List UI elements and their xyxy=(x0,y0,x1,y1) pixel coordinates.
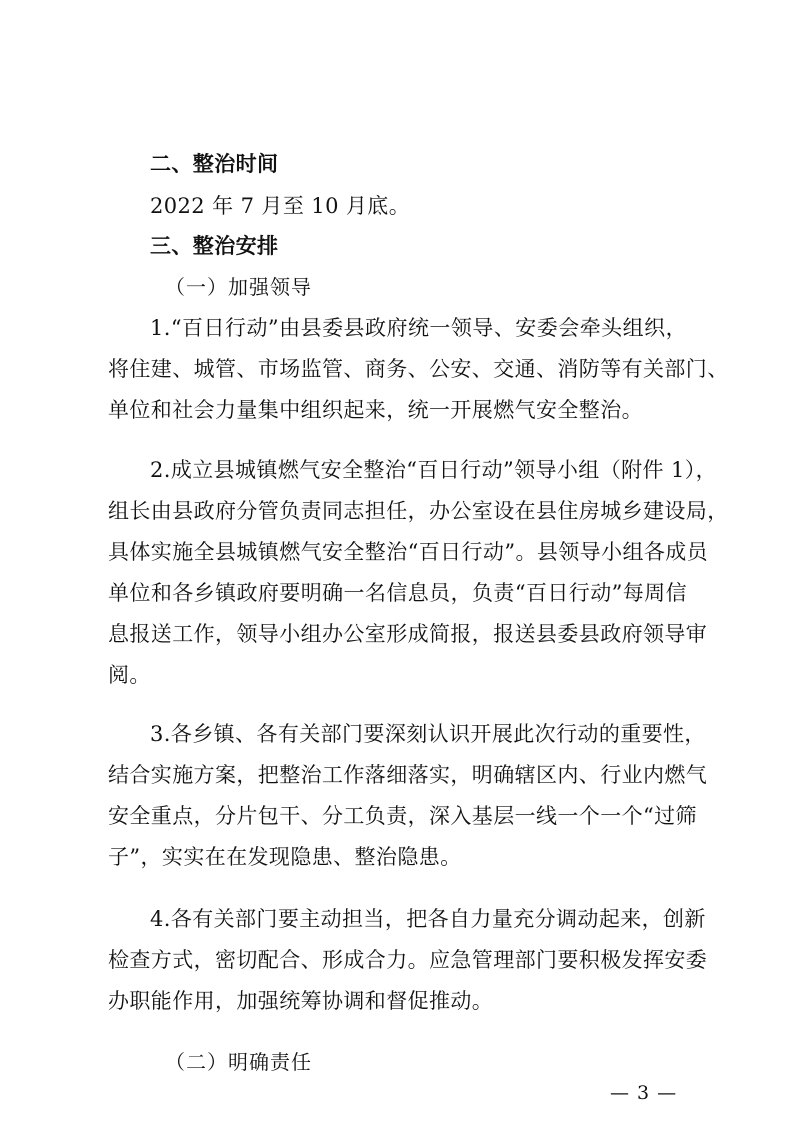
paragraph-1-line-3: 单位和社会力量集中组织起来，统一开展燃气安全整治。 xyxy=(108,398,643,422)
sub-heading-strengthen-leadership: （一）加强领导 xyxy=(165,275,312,299)
paragraph-2-line-1: 2.成立县城镇燃气安全整治“百日行动”领导小组（附件 1）， xyxy=(150,458,718,482)
paragraph-2-line-5: 息报送工作，领导小组办公室形成简报，报送县委县政府领导审 xyxy=(108,622,708,646)
paragraph-3-line-3: 安全重点，分片包干、分工负责，深入基层一线一个一个“过筛 xyxy=(108,804,697,828)
paragraph-3-line-4: 子”，实实在在发现隐患、整治隐患。 xyxy=(108,845,462,869)
paragraph-1-line-1: 1.“百日行动”由县委县政府统一领导、安委会牵头组织， xyxy=(150,316,687,340)
paragraph-1-line-2: 将住建、城管、市场监管、商务、公安、交通、消防等有关部门、 xyxy=(108,357,729,381)
sub-heading-clarify-responsibility: （二）明确责任 xyxy=(165,1050,312,1074)
page-number: — 3 — xyxy=(610,1082,678,1104)
paragraph-2-line-4: 单位和各乡镇政府要明确一名信息员，负责“百日行动”每周信 xyxy=(108,581,687,605)
paragraph-3-line-1: 3.各乡镇、各有关部门要深刻认识开展此次行动的重要性， xyxy=(150,722,706,746)
paragraph-2-line-2: 组长由县政府分管负责同志担任，办公室设在县住房城乡建设局， xyxy=(108,499,729,523)
time-range-text: 2022 年 7 月至 10 月底。 xyxy=(150,194,411,218)
paragraph-2-line-3: 具体实施全县城镇燃气安全整治“百日行动”。县领导小组各成员 xyxy=(108,540,709,564)
section-heading-time: 二、整治时间 xyxy=(150,152,279,176)
paragraph-4-line-2: 检查方式，密切配合、形成合力。应急管理部门要积极发挥安委 xyxy=(108,948,708,972)
paragraph-4-line-1: 4.各有关部门要主动担当，把各自力量充分调动起来，创新 xyxy=(150,907,706,931)
paragraph-2-line-6: 阅。 xyxy=(108,663,151,687)
paragraph-4-line-3: 办职能作用，加强统筹协调和督促推动。 xyxy=(108,989,494,1013)
section-heading-arrangement: 三、整治安排 xyxy=(150,234,279,258)
paragraph-3-line-2: 结合实施方案，把整治工作落细落实，明确辖区内、行业内燃气 xyxy=(108,763,708,787)
